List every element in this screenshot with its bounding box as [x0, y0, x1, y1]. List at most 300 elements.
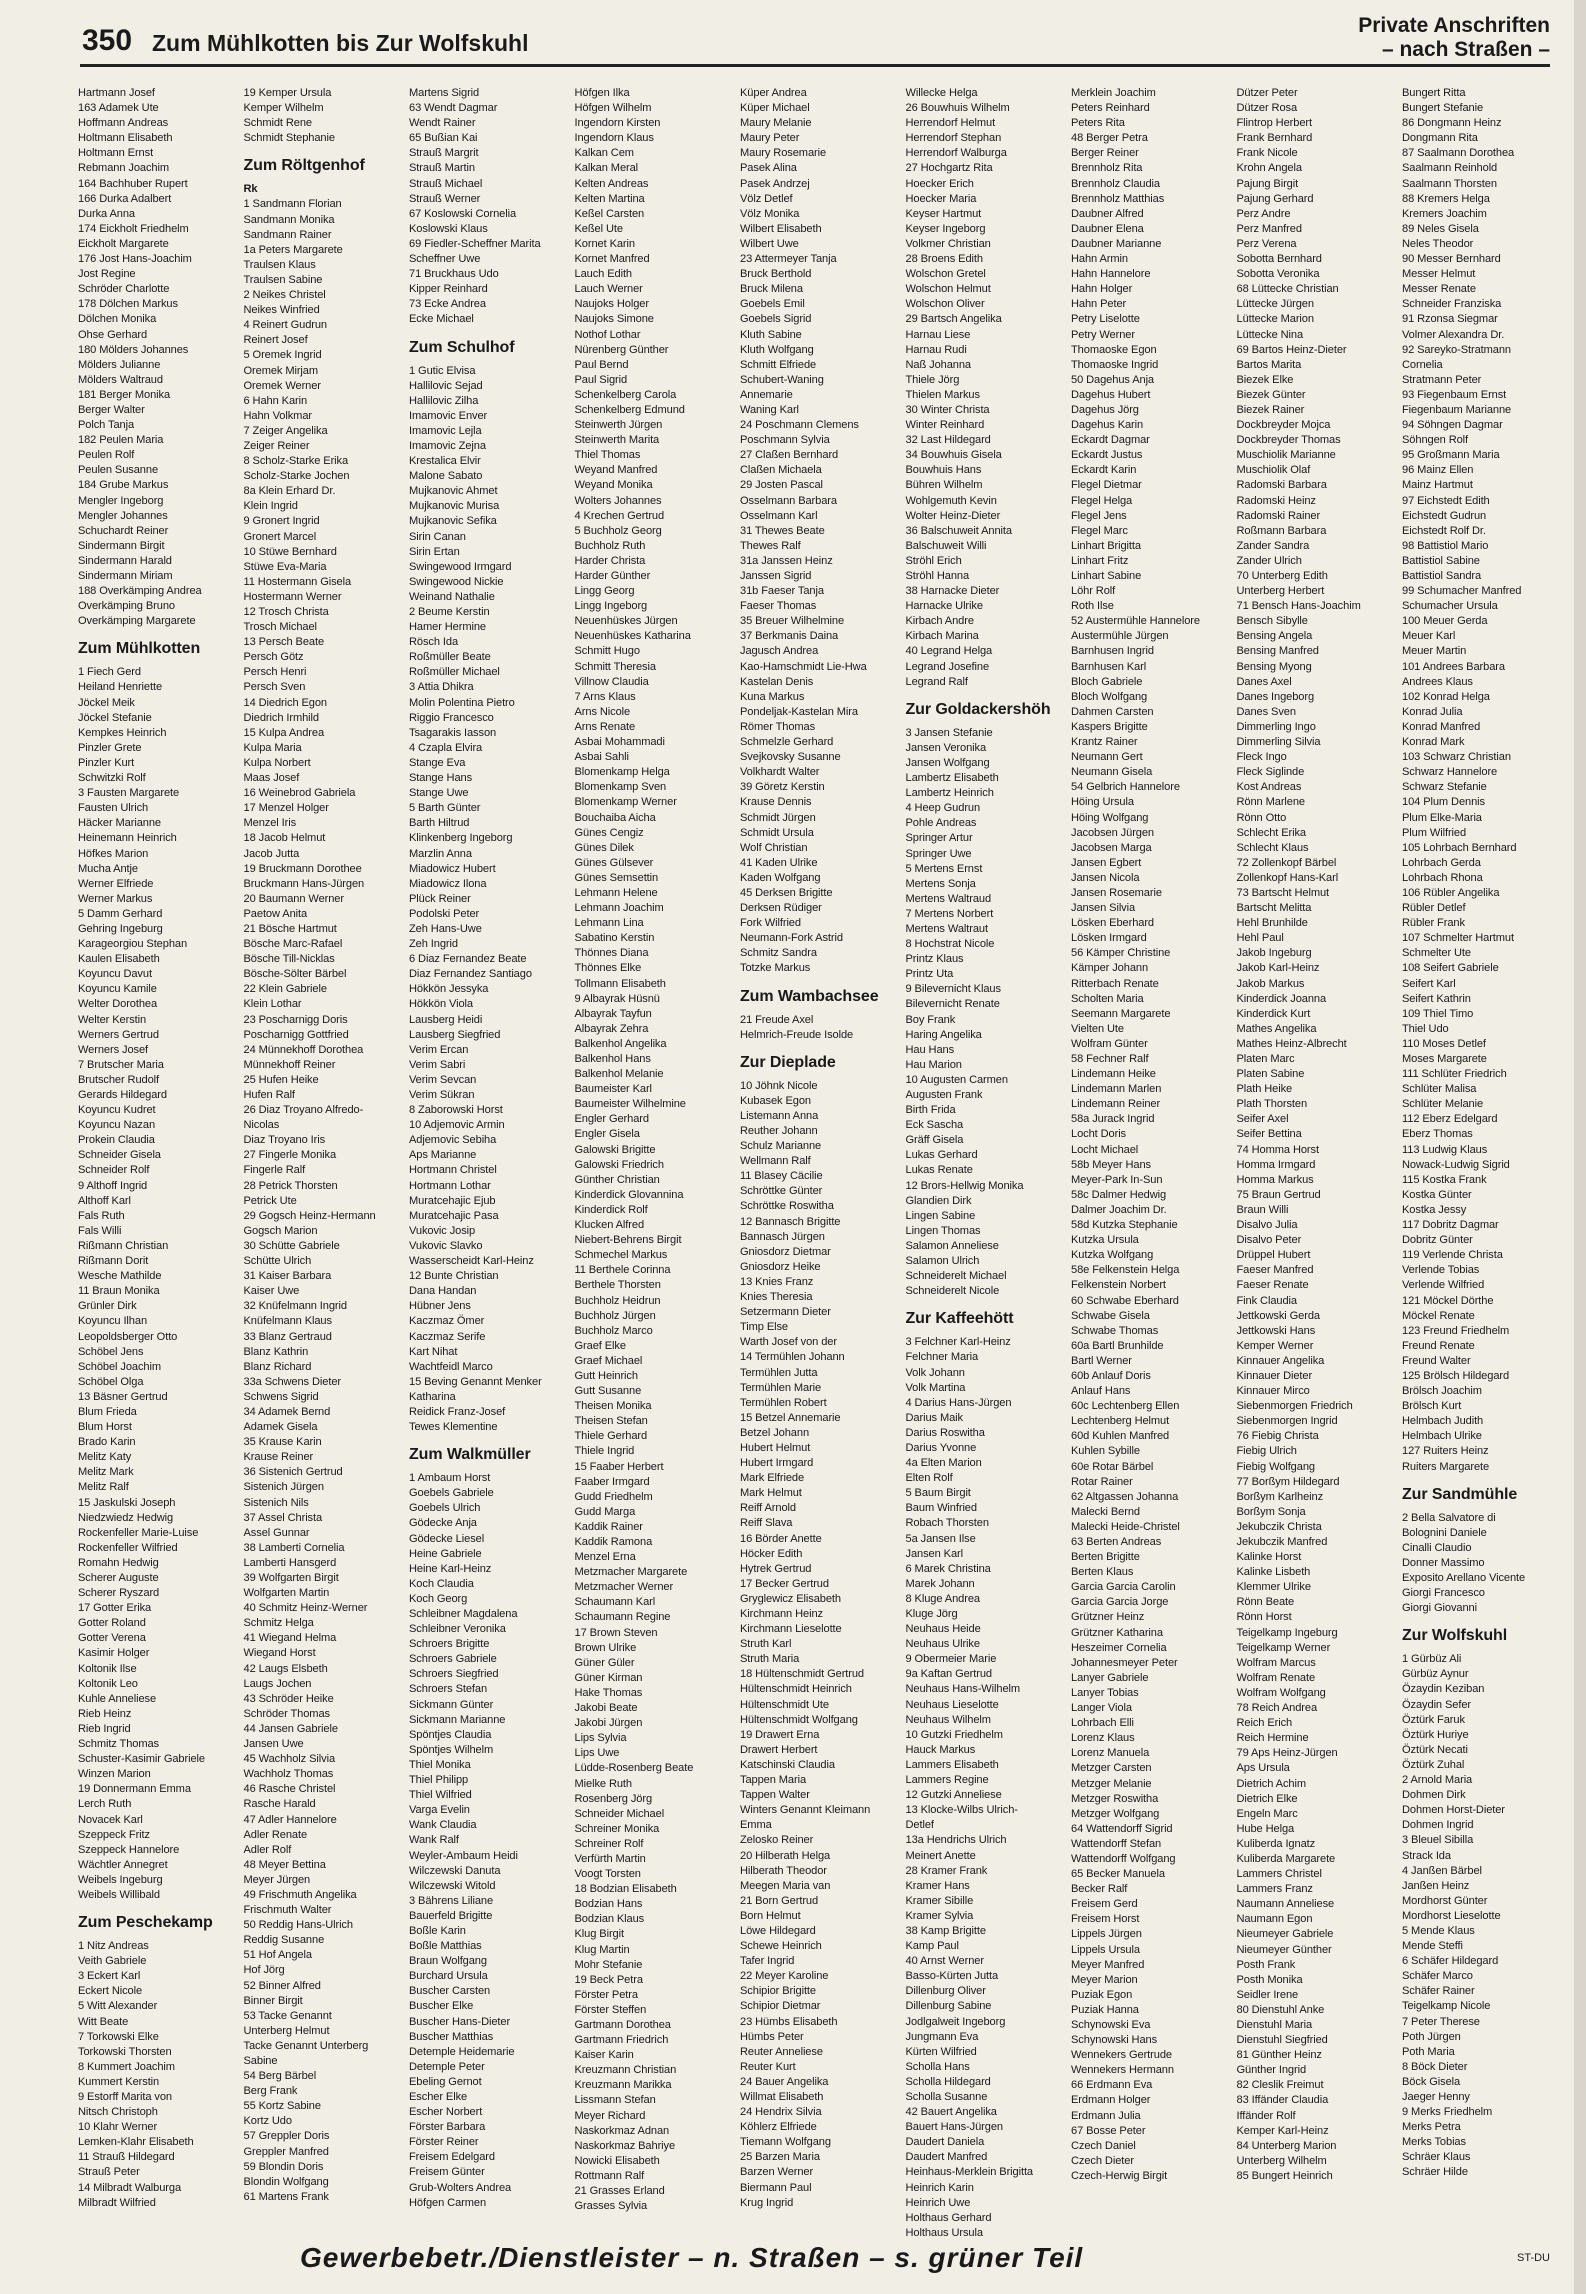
directory-entry: Jacobsen Jürgen: [1071, 826, 1154, 839]
directory-entry: 13 Bäsner Gertrud: [78, 1390, 168, 1403]
directory-entry: Wennekers Gertrude: [1071, 2049, 1172, 2062]
directory-entry: Asbai Sahli: [574, 751, 629, 764]
directory-entry: Naskorkmaz Bahriye: [574, 2139, 676, 2152]
directory-entry: 59 Blondin Doris: [243, 2160, 324, 2173]
directory-entry: Bannasch Jürgen: [740, 1230, 825, 1243]
directory-entry: Biezek Günter: [1236, 388, 1306, 401]
directory-entry: 11 Blasey Cäcilie: [740, 1170, 823, 1183]
directory-entry: Mohr Stefanie: [574, 1958, 643, 1971]
directory-entry: Escher Elke: [409, 2091, 468, 2103]
directory-entry: Paul Sigrid: [574, 373, 628, 386]
directory-entry: Gödecke Anja: [409, 1517, 477, 1530]
directory-entry: Ströhl Hanna: [905, 570, 970, 582]
directory-entry: Hake Thomas: [574, 1686, 643, 1699]
page-range-title: Zum Mühlkotten bis Zur Wolfskuhl: [152, 30, 529, 56]
directory-entry: Hilberath Theodor: [740, 1864, 827, 1877]
directory-entry: 9 Gronert Ingrid: [243, 515, 320, 528]
directory-entry: Lorenz Manuela: [1071, 1747, 1150, 1760]
directory-entry: Plück Reiner: [409, 892, 471, 905]
directory-entry: Kalkan Meral: [574, 162, 639, 175]
directory-entry: Welter Kerstin: [78, 1013, 147, 1026]
directory-entry: 84 Unterberg Marion: [1236, 2139, 1337, 2152]
directory-entry: 3 Eckert Karl: [78, 1970, 141, 1983]
directory-entry: Theisen Stefan: [574, 1415, 648, 1428]
directory-entry: Jakobi Beate: [574, 1702, 638, 1715]
directory-entry: Engler Gerhard: [574, 1113, 649, 1126]
directory-entry: Frank Nicole: [1236, 147, 1298, 160]
directory-entry: Mark Elfriede: [740, 1472, 805, 1485]
directory-entry: 52 Austermühle Hannelore: [1071, 615, 1200, 628]
directory-entry: Heine Karl-Heinz: [409, 1562, 492, 1575]
directory-entry: Mujkanovic Ahmet: [409, 485, 498, 498]
directory-entry: Lingen Sabine: [905, 1209, 976, 1222]
directory-entry: 11 Braun Monika: [78, 1285, 160, 1298]
directory-entry: Schynowski Hans: [1071, 2034, 1158, 2047]
directory-entry: 22 Meyer Karoline: [740, 1970, 829, 1983]
directory-entry: Kinderdick Rolf: [574, 1203, 648, 1216]
directory-entry: Peters Reinhard: [1071, 102, 1150, 115]
directory-entry: Klinkenberg Ingeborg: [409, 832, 513, 845]
directory-entry: 76 Fiebig Christa: [1236, 1430, 1319, 1443]
directory-entry: Lissmann Stefan: [574, 2094, 656, 2107]
directory-entry: Wattendorff Wolfgang: [1071, 1852, 1176, 1865]
directory-entry: 71 Bruckhaus Udo: [409, 268, 499, 281]
directory-entry: 73 Bartscht Helmut: [1236, 886, 1330, 899]
directory-entry: Jungmann Eva: [905, 2030, 979, 2043]
directory-entry: Bartl Werner: [1071, 1354, 1132, 1367]
directory-entry: Kelten Martina: [574, 192, 645, 205]
directory-entry: 35 Breuer Wilhelmine: [740, 615, 845, 628]
directory-entry: Tafer Ingrid: [740, 1955, 795, 1968]
directory-entry: Mordhorst Lieselotte: [1402, 1909, 1501, 1922]
directory-entry: Neumann Gisela: [1071, 766, 1153, 779]
directory-entry: Reich Hermine: [1236, 1732, 1309, 1745]
directory-entry: 5 Mende Klaus: [1402, 1924, 1475, 1937]
directory-entry: Lerch Ruth: [78, 1798, 132, 1811]
directory-entry: Koch Claudia: [409, 1577, 474, 1590]
directory-entry: 7 Peter Therese: [1402, 2015, 1480, 2028]
directory-entry: Jakob Ingeburg: [1236, 947, 1312, 960]
directory-entry: Rübler Frank: [1402, 917, 1465, 930]
directory-entry: Schöbel Olga: [78, 1375, 144, 1388]
directory-entry: 8 Zaborowski Horst: [409, 1104, 503, 1117]
directory-entry: Escher Norbert: [409, 2106, 483, 2119]
header-divider: [80, 64, 1550, 67]
directory-entry: 9 Althoff Ingrid: [78, 1179, 148, 1192]
directory-entry: 4 Krechen Gertrud: [574, 509, 665, 522]
directory-entry: Lips Uwe: [574, 1747, 620, 1760]
page-binding-edge: [1574, 0, 1586, 2294]
directory-entry: Menzel Iris: [243, 817, 297, 830]
directory-entry: Rk: [243, 183, 258, 196]
directory-entry: Hökkön Jessyka: [409, 983, 489, 996]
directory-entry: Ritterbach Renate: [1071, 977, 1159, 990]
directory-entry: 60c Lechtenberg Ellen: [1071, 1400, 1180, 1413]
directory-entry: Kaczmaz Serife: [409, 1330, 486, 1343]
directory-entry: Darius Maik: [905, 1411, 963, 1424]
directory-entry: 1 Gutic Elvisa: [409, 364, 476, 377]
directory-entry: Schynowski Eva: [1071, 2019, 1151, 2031]
directory-entry: Malecki Bernd: [1071, 1505, 1140, 1518]
directory-entry: Seifer Bettina: [1236, 1128, 1302, 1141]
directory-entry: Puziak Hanna: [1071, 2003, 1139, 2016]
directory-entry: Springer Uwe: [905, 847, 972, 860]
directory-entry: Roßmann Barbara: [1236, 524, 1327, 537]
directory-entry: Schröttke Günter: [740, 1185, 823, 1198]
directory-entry: Bloch Wolfgang: [1071, 690, 1148, 703]
directory-entry: Kirbach Andre: [905, 615, 974, 628]
directory-entry: Schlüter Malisa: [1402, 1083, 1477, 1096]
directory-entry: Neuhaus Wilhelm: [905, 1713, 991, 1726]
directory-entry: Jansen Silvia: [1071, 902, 1136, 915]
directory-entry: 55 Kortz Sabine: [243, 2100, 321, 2113]
directory-entry: Schmidt Jürgen: [740, 811, 816, 824]
directory-entry: Thönnes Elke: [574, 962, 642, 975]
directory-entry: 7 Mertens Norbert: [905, 907, 994, 920]
directory-entry: Lindemann Marlen: [1071, 1083, 1162, 1096]
directory-entry: Faeser Manfred: [1236, 1264, 1314, 1277]
directory-entry: Rißmann Dorit: [78, 1255, 149, 1268]
directory-entry: Zollenkopf Hans-Karl: [1236, 871, 1339, 884]
directory-entry: Grünler Dirk: [78, 1300, 137, 1313]
directory-entry: 34 Bouwhuis Gisela: [905, 449, 1002, 462]
directory-entry: Jagusch Andrea: [740, 645, 819, 658]
directory-entry: 16 Weinebrod Gabriela: [243, 787, 356, 800]
directory-entry: Torkowski Thorsten: [78, 2045, 172, 2058]
directory-column: [409, 86, 568, 2226]
directory-entry: Reuter Kurt: [740, 2060, 796, 2073]
directory-entry: Fiebig Wolfgang: [1236, 1460, 1315, 1473]
directory-entry: 3 Felchner Karl-Heinz: [905, 1336, 1011, 1349]
directory-entry: Mujkanovic Sefika: [409, 515, 497, 528]
directory-entry: Glandien Dirk: [905, 1194, 972, 1207]
directory-entry: Eckardt Justus: [1071, 449, 1143, 462]
directory-entry: Kramer Sibille: [905, 1894, 974, 1907]
directory-entry: 83 Iffänder Claudia: [1236, 2094, 1329, 2107]
directory-column: [575, 86, 734, 2226]
directory-entry: Zander Sandra: [1236, 539, 1310, 552]
directory-entry: Karageorgiou Stephan: [78, 938, 188, 951]
directory-entry: Messer Helmut: [1402, 268, 1476, 281]
directory-entry: 74 Homma Horst: [1236, 1143, 1319, 1156]
directory-entry: 119 Verlende Christa: [1402, 1249, 1503, 1262]
directory-entry: Reddig Susanne: [243, 1934, 325, 1947]
directory-entry: Menzel Erna: [574, 1551, 636, 1564]
directory-entry: 11 Berthele Corinna: [574, 1264, 671, 1277]
directory-entry: 97 Eichstedt Edith: [1402, 494, 1490, 507]
directory-entry: Jekubczik Christa: [1236, 1520, 1322, 1533]
directory-entry: Bruck Milena: [740, 283, 803, 296]
directory-entry: Bolognini Daniele: [1402, 1526, 1487, 1539]
directory-entry: Berg Frank: [243, 2085, 298, 2098]
directory-entry: Niebert-Behrens Birgit: [574, 1234, 682, 1247]
directory-entry: Born Helmut: [740, 1909, 801, 1922]
directory-entry: Rosenberg Jörg: [574, 1792, 653, 1805]
directory-entry: 3 Jansen Stefanie: [905, 726, 993, 739]
directory-entry: Danes Sven: [1236, 705, 1296, 718]
directory-entry: 51 Hof Angela: [243, 1949, 312, 1962]
directory-entry: 28 Kramer Frank: [905, 1864, 988, 1877]
directory-entry: 26 Diaz Troyano Alfredo-: [243, 1104, 364, 1117]
directory-entry: Buchholz Heidrun: [574, 1294, 661, 1307]
directory-entry: Römer Thomas: [740, 720, 816, 733]
directory-entry: 12 Bunte Christian: [409, 1270, 499, 1283]
directory-entry: Schuster-Kasimir Gabriele: [78, 1753, 205, 1766]
directory-entry: Fiebig Ulrich: [1236, 1445, 1297, 1458]
directory-entry: Kemper Wilhelm: [243, 102, 324, 115]
directory-entry: Kaiser Karin: [574, 2049, 634, 2062]
directory-entry: Jansen Karl: [905, 1547, 963, 1560]
directory-entry: Kuliberda Ignatz: [1236, 1837, 1316, 1850]
directory-entry: 18 Bodzian Elisabeth: [574, 1883, 677, 1896]
directory-entry: Teigelkamp Werner: [1236, 1641, 1331, 1654]
directory-entry: Schöbel Joachim: [78, 1360, 161, 1373]
directory-entry: Sabine: [243, 2055, 278, 2067]
directory-entry: Felkenstein Norbert: [1071, 1279, 1166, 1292]
directory-entry: Kuliberda Margarete: [1236, 1852, 1336, 1865]
directory-entry: Rönn Beate: [1236, 1596, 1295, 1609]
directory-entry: Küper Andrea: [740, 87, 807, 99]
directory-entry: Buscher Matthias: [409, 2030, 494, 2043]
directory-entry: 20 Baumann Werner: [243, 892, 344, 905]
directory-entry: 14 Milbradt Walburga: [78, 2181, 182, 2194]
directory-entry: Schroers Stefan: [409, 1683, 488, 1696]
directory-entry: Jettkowski Gerda: [1236, 1309, 1320, 1322]
directory-entry: Hubert Irmgard: [740, 1457, 814, 1470]
directory-entry: 31b Faeser Tanja: [740, 585, 824, 598]
directory-entry: 19 Donnermann Emma: [78, 1783, 191, 1796]
directory-entry: Baumeister Wilhelmine: [574, 1098, 686, 1111]
directory-entry: Diaz Fernandez Santiago: [409, 968, 532, 981]
directory-entry: 6 Diaz Fernandez Beate: [409, 953, 527, 966]
directory-entry: Hahn Volkmar: [243, 409, 312, 422]
directory-entry: Naujoks Holger: [574, 298, 649, 311]
directory-entry: Bensing Angela: [1236, 630, 1313, 643]
directory-entry: Reiff Slava: [740, 1517, 793, 1530]
directory-entry: 8 Kluge Andrea: [905, 1592, 980, 1605]
directory-entry: 42 Laugs Elsbeth: [243, 1662, 328, 1675]
directory-entry: Maas Josef: [243, 772, 300, 785]
directory-entry: 4 Reinert Gudrun: [243, 319, 327, 332]
directory-entry: 36 Balschuweit Annita: [905, 524, 1012, 537]
directory-entry: 28 Petrick Thorsten: [243, 1179, 338, 1192]
directory-entry: Barzen Werner: [740, 2166, 814, 2179]
directory-entry: Puziak Egon: [1071, 1988, 1133, 2001]
directory-entry: Salamon Anneliese: [905, 1239, 999, 1252]
directory-entry: Vukovic Slavko: [409, 1239, 483, 1252]
directory-entry: Brennholz Claudia: [1071, 177, 1160, 190]
directory-entry: 21 Grasses Erland: [574, 2185, 665, 2198]
directory-entry: Lippels Jürgen: [1071, 1928, 1142, 1941]
street-heading: Zum Walkmüller: [409, 1446, 531, 1464]
directory-entry: Volkhardt Walter: [740, 766, 820, 779]
directory-entry: Kao-Hamschmidt Lie-Hwa: [740, 660, 867, 673]
street-heading: Zum Röltgenhof: [243, 157, 365, 175]
directory-entry: Schmechel Markus: [574, 1249, 668, 1262]
directory-entry: Tiemann Wolfgang: [740, 2136, 831, 2149]
directory-entry: Sandmann Rainer: [243, 228, 332, 241]
directory-entry: Hübner Jens: [409, 1300, 471, 1313]
directory-entry: Lindemann Heike: [1071, 1068, 1156, 1081]
directory-entry: Petrick Ute: [243, 1194, 297, 1207]
directory-entry: Krantz Rainer: [1071, 736, 1138, 749]
directory-entry: Kamp Paul: [905, 1940, 959, 1953]
directory-entry: 98 Battistiol Mario: [1402, 539, 1489, 552]
directory-entry: Ruiters Margarete: [1402, 1460, 1490, 1473]
directory-entry: Mielke Ruth: [574, 1777, 632, 1790]
directory-entry: Siebenmorgen Ingrid: [1236, 1415, 1338, 1428]
directory-entry: Thielen Markus: [905, 388, 980, 401]
directory-entry: Hof Jörg: [243, 1964, 285, 1977]
directory-entry: Scholla Hildegard: [905, 2075, 991, 2088]
directory-entry: Kremers Joachim: [1402, 207, 1487, 220]
directory-entry: Gehring Ingeburg: [78, 922, 163, 935]
directory-entry: Hoffmann Andreas: [78, 117, 169, 130]
directory-entry: 5 Barth Günter: [409, 802, 481, 815]
directory-entry: Bouwhuis Hans: [905, 464, 982, 477]
directory-entry: Hortmann Lothar: [409, 1179, 491, 1192]
directory-entry: 184 Grube Markus: [78, 479, 169, 492]
directory-entry: Neuhaus Hans-Wilhelm: [905, 1683, 1021, 1696]
directory-entry: Bloch Gabriele: [1071, 675, 1143, 688]
directory-entry: 113 Ludwig Klaus: [1402, 1143, 1488, 1156]
directory-entry: Hauck Markus: [905, 1743, 976, 1756]
directory-entry: Helmbach Judith: [1402, 1415, 1484, 1428]
directory-entry: Jaeger Henny: [1402, 2091, 1470, 2103]
directory-entry: 24 Bauer Angelika: [740, 2075, 829, 2088]
directory-entry: Möckel Renate: [1402, 1309, 1475, 1322]
directory-entry: Siebenmorgen Friedrich: [1236, 1400, 1353, 1413]
directory-entry: Disalvo Peter: [1236, 1234, 1302, 1247]
directory-entry: Hökkön Viola: [409, 998, 473, 1011]
directory-entry: Buscher Hans-Dieter: [409, 2015, 511, 2028]
directory-entry: Boy Frank: [905, 1013, 956, 1026]
directory-entry: Novacek Karl: [78, 1813, 143, 1826]
directory-entry: 9 Estorff Marita von: [78, 2091, 172, 2103]
directory-entry: 60 Schwabe Eberhard: [1071, 1294, 1179, 1307]
directory-entry: Berten Brigitte: [1071, 1551, 1140, 1564]
directory-entry: 110 Moses Detlef: [1402, 1037, 1486, 1050]
directory-entry: Neuhaus Heide: [905, 1623, 981, 1636]
directory-entry: 125 Brölsch Hildegard: [1402, 1369, 1510, 1382]
directory-entry: Fiegenbaum Marianne: [1402, 403, 1512, 416]
directory-entry: Graef Elke: [574, 1339, 626, 1352]
directory-entry: 5 Mertens Ernst: [905, 862, 983, 875]
directory-entry: Heinrich Karin: [905, 2181, 974, 2194]
directory-entry: Jansen Uwe: [243, 1738, 304, 1751]
directory-entry: Hau Hans: [905, 1043, 955, 1056]
directory-entry: Grub-Wolters Andrea: [409, 2181, 512, 2194]
directory-entry: Fausten Ulrich: [78, 802, 149, 815]
street-heading: Zur Kaffeehött: [905, 1310, 1014, 1328]
directory-entry: 41 Wiegand Helma: [243, 1632, 337, 1645]
directory-entry: Rösch Ida: [409, 636, 459, 649]
directory-entry: Bensing Myong: [1236, 660, 1312, 673]
directory-entry: Schubert-Waning: [740, 373, 824, 386]
directory-entry: Adler Rolf: [243, 1843, 292, 1856]
directory-entry: Donner Massimo: [1402, 1556, 1485, 1569]
directory-entry: 9 Bilevernicht Klaus: [905, 983, 1001, 996]
directory-entry: Kreuzmann Marikka: [574, 2079, 672, 2092]
directory-entry: Ohse Gerhard: [78, 328, 148, 341]
directory-entry: Szeppeck Fritz: [78, 1828, 150, 1841]
directory-entry: Detemple Heidemarie: [409, 2045, 515, 2058]
directory-entry: Gotter Roland: [78, 1617, 146, 1630]
directory-entry: Basso-Kürten Jutta: [905, 1970, 999, 1983]
directory-entry: Anlauf Hans: [1071, 1385, 1131, 1398]
directory-entry: Schroers Brigitte: [409, 1638, 490, 1651]
directory-entry: Wolf Christian: [740, 841, 808, 854]
directory-entry: Höing Ursula: [1071, 796, 1134, 809]
directory-entry: Meyer-Park In-Sun: [1071, 1173, 1163, 1186]
directory-entry: Hartmann Josef: [78, 87, 155, 99]
directory-entry: Moses Margarete: [1402, 1053, 1487, 1065]
directory-entry: 9a Kaftan Gertrud: [905, 1668, 992, 1681]
directory-entry: 18 Jacob Helmut: [243, 832, 326, 845]
directory-entry: Aps Marianne: [409, 1149, 477, 1162]
directory-entry: 101 Andrees Barbara: [1402, 660, 1505, 673]
directory-entry: Bruckmann Hans-Jürgen: [243, 877, 365, 890]
directory-entry: Kinderdick Joanna: [1236, 992, 1327, 1005]
directory-entry: Förster Reiner: [409, 2136, 479, 2149]
directory-entry: Meyer Manfred: [1071, 1958, 1145, 1971]
directory-entry: Mucha Antje: [78, 862, 138, 875]
directory-entry: Schreiner Monika: [574, 1822, 660, 1835]
directory-entry: 16 Börder Anette: [740, 1532, 822, 1545]
directory-entry: Wellmann Ralf: [740, 1155, 811, 1168]
directory-entry: Thiele Ingrid: [574, 1445, 635, 1458]
directory-entry: Thiel Monika: [409, 1758, 471, 1771]
directory-entry: Dahmen Carsten: [1071, 705, 1154, 718]
directory-entry: 52 Binner Alfred: [243, 1979, 321, 1992]
directory-entry: 1 Fiech Gerd: [78, 666, 141, 679]
directory-entry: 17 Gotter Erika: [78, 1602, 152, 1615]
directory-entry: 24 Hendrix Silvia: [740, 2106, 822, 2119]
directory-entry: Brennholz Rita: [1071, 162, 1143, 175]
directory-entry: Hahn Armin: [1071, 253, 1128, 266]
directory-entry: Ebeling Gernot: [409, 2075, 482, 2088]
directory-entry: Strauß Margrit: [409, 147, 479, 160]
directory-entry: Schäfer Rainer: [1402, 1985, 1475, 1998]
directory-entry: Mathes Angelika: [1236, 1022, 1317, 1035]
directory-entry: Bungert Stefanie: [1402, 102, 1484, 115]
directory-entry: Konrad Mark: [1402, 736, 1465, 749]
directory-entry: Galowski Friedrich: [574, 1158, 664, 1171]
directory-entry: Ströhl Erich: [905, 554, 962, 567]
directory-entry: Wolschon Oliver: [905, 298, 985, 311]
directory-entry: Balschuweit Willi: [905, 539, 987, 552]
directory-entry: 10 Augusten Carmen: [905, 1073, 1008, 1086]
directory-entry: Brown Ulrike: [574, 1641, 637, 1654]
directory-entry: Rönn Horst: [1236, 1611, 1292, 1624]
directory-entry: 180 Mölders Johannes: [78, 343, 189, 356]
directory-entry: Naskorkmaz Adnan: [574, 2124, 670, 2137]
directory-entry: 6 Schäfer Hildegard: [1402, 1955, 1499, 1968]
directory-entry: Lehmann Lina: [574, 917, 644, 930]
directory-entry: Jekubczik Manfred: [1236, 1536, 1328, 1548]
directory-entry: Lausberg Siegfried: [409, 1028, 501, 1041]
directory-entry: 15 Kulpa Andrea: [243, 726, 325, 739]
directory-entry: 10 Adjemovic Armin: [409, 1119, 505, 1132]
directory-entry: Koyuncu Kudret: [78, 1104, 156, 1117]
directory-entry: Schreiner Rolf: [574, 1837, 644, 1850]
directory-entry: Blomenkamp Sven: [574, 781, 667, 794]
directory-entry: Jansen Rosemarie: [1071, 886, 1162, 899]
directory-entry: Derksen Rüdiger: [740, 902, 822, 915]
directory-entry: 6 Hahn Karin: [243, 394, 308, 407]
directory-entry: Exposito Arellano Vicente: [1402, 1572, 1526, 1584]
directory-entry: Freisem Edelgard: [409, 2151, 495, 2164]
